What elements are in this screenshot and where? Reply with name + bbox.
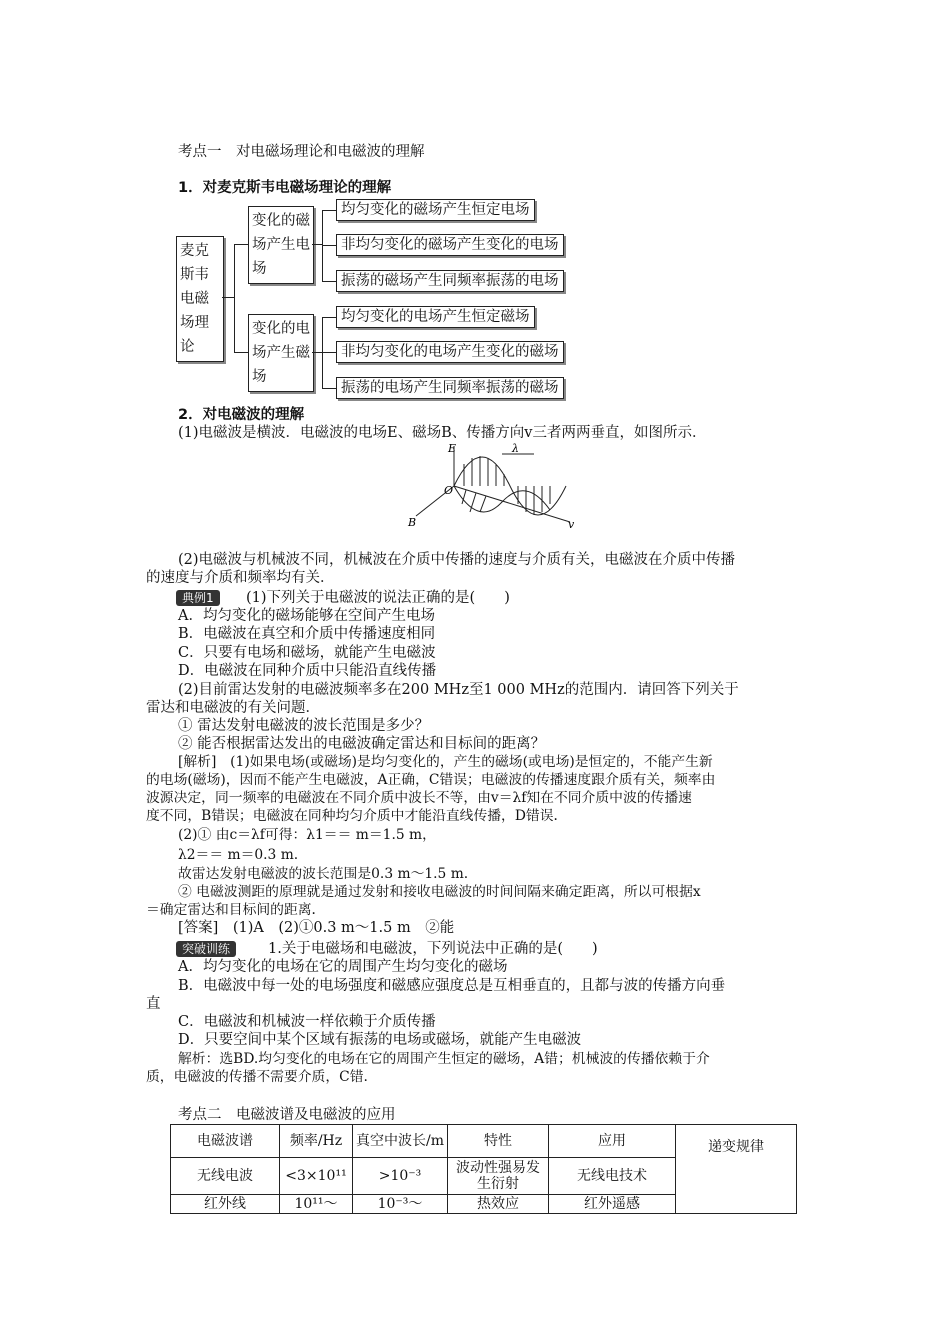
example-tag: 典例1	[176, 590, 220, 606]
heading-em-wave: 2．对电磁波的理解	[178, 407, 305, 423]
connector	[222, 297, 234, 298]
analysis-line: 波源决定，同一频率的电磁波在不同介质中波长不等，由v＝λf知在不同介质中波的传播速	[146, 790, 692, 806]
spectrum-table	[170, 1124, 797, 1214]
analysis-line: 解析：选BD.均匀变化的电场在它的周围产生恒定的磁场，A错；机械波的传播依赖于介	[178, 1051, 710, 1067]
connector	[322, 352, 336, 353]
table-cell: 红外遥感	[549, 1195, 676, 1214]
section-title: 考点二 电磁波谱及电磁波的应用	[178, 1107, 396, 1123]
analysis-line: 质，电磁波的传播不需要介质，C错.	[146, 1069, 368, 1085]
analysis-line: 故雷达发射电磁波的波长范围是0.3 m～1.5 m.	[178, 866, 469, 882]
connector	[312, 244, 322, 245]
question: 1.关于电磁场和电磁波，下列说法中正确的是( )	[268, 941, 598, 957]
label-b: B	[408, 516, 417, 529]
table-cell: 无线电波	[171, 1158, 280, 1195]
header-cell: 电磁波谱	[171, 1125, 280, 1158]
answer: [答案] (1)A (2)①0.3 m～1.5 m ②能	[178, 920, 455, 936]
table-cell: 波动性强易发生衍射	[448, 1158, 549, 1195]
analysis-line: [解析] (1)如果电场(或磁场)是均匀变化的，产生的磁场(或电场)是恒定的，不能产生新	[178, 754, 713, 770]
option: 直	[146, 996, 161, 1012]
connector	[322, 388, 336, 389]
analysis-line: 的电场(磁场)，因而不能产生电磁波，A正确，C错误；电磁波的传播速度跟介质有关，频率由	[146, 772, 716, 788]
connector	[234, 244, 248, 245]
paragraph: (2)电磁波与机械波不同，机械波在介质中传播的速度与介质有关，电磁波在介质中传播	[178, 552, 736, 568]
label-o: O	[444, 484, 454, 497]
diagram-item: 均匀变化的电场产生恒定磁场	[336, 306, 535, 328]
table-cell: 热效应	[448, 1195, 549, 1214]
header-cell: 频率/Hz	[280, 1125, 353, 1158]
diagram-item: 均匀变化的磁场产生恒定电场	[336, 199, 535, 221]
v-axis	[454, 486, 570, 522]
question: (1)下列关于电磁波的说法正确的是( )	[246, 590, 510, 606]
label-lambda: λ	[512, 442, 519, 455]
connector	[322, 210, 336, 211]
connector	[322, 210, 323, 282]
label-e: E	[448, 442, 457, 455]
option: A．均匀变化的电场在它的周围产生均匀变化的磁场	[178, 959, 508, 975]
option: D．电磁波在同种介质中只能沿直线传播	[178, 663, 437, 679]
diagram-item: 非均匀变化的磁场产生变化的电场	[336, 234, 564, 256]
connector	[322, 317, 323, 389]
paragraph: 的速度与介质和频率均有关．	[146, 570, 335, 586]
option: D．只要空间中某个区域有振荡的电场或磁场，就能产生电磁波	[178, 1032, 582, 1048]
section-title: 考点一 对电磁场理论和电磁波的理解	[178, 144, 425, 160]
diagram-branch-a: 变化的磁场产生电场	[248, 206, 314, 284]
table-cell: >10⁻³	[353, 1158, 448, 1195]
em-wave-figure	[400, 442, 580, 530]
header-cell: 应用	[549, 1125, 676, 1158]
option: A．均匀变化的磁场能够在空间产生电场	[178, 608, 435, 624]
connector	[322, 245, 336, 246]
table-cell: 10⁻³～	[353, 1195, 448, 1214]
label-v: v	[568, 518, 575, 530]
header-label: 递变规律	[708, 1139, 764, 1155]
diagram-branch-b: 变化的电场产生磁场	[248, 314, 314, 392]
question: (2)目前雷达发射的电磁波频率多在200 MHz至1 000 MHz的范围内．请回答下列关于	[178, 682, 739, 698]
option: B．电磁波在真空和介质中传播速度相同	[178, 626, 436, 642]
question: 雷达和电磁波的有关问题．	[146, 700, 320, 716]
table-cell: 无线电技术	[549, 1158, 676, 1195]
option: C．电磁波和机械波一样依赖于介质传播	[178, 1014, 436, 1030]
table-header-row	[171, 1125, 797, 1158]
diagram-item: 振荡的电场产生同频率振荡的磁场	[336, 377, 564, 399]
sub-question: ② 能否根据雷达发出的电磁波确定雷达和目标间的距离？	[178, 736, 546, 752]
diagram-item: 振荡的磁场产生同频率振荡的电场	[336, 270, 564, 292]
header-cell	[676, 1125, 797, 1214]
analysis-line: ＝确定雷达和目标间的距离．	[146, 902, 326, 918]
header-cell: 真空中波长/m	[353, 1125, 448, 1158]
b-wave	[454, 486, 550, 512]
table-cell: 红外线	[171, 1195, 280, 1214]
diagram-item: 非均匀变化的电场产生变化的磁场	[336, 341, 564, 363]
analysis-line: ② 电磁波测距的原理就是通过发射和接收电磁波的时间间隔来确定距离，所以可根据x	[178, 884, 701, 900]
diagram-root: 麦克斯韦电磁场理论	[176, 236, 224, 362]
connector	[312, 352, 322, 353]
connector	[234, 244, 235, 352]
option: B．电磁波中每一处的电场强度和磁感应强度总是互相垂直的，且都与波的传播方向垂	[178, 978, 726, 994]
analysis-line: λ2＝＝ m＝0.3 m.	[178, 847, 299, 863]
analysis-line: 度不同，B错误；电磁波在同种均匀介质中才能沿直线传播，D错误．	[146, 808, 568, 824]
paragraph: (1)电磁波是横波．电磁波的电场E、磁场B、传播方向v三者两两垂直，如图所示．	[178, 425, 707, 441]
table-cell: <3×10¹¹	[280, 1158, 353, 1195]
practice-tag: 突破训练	[176, 941, 236, 957]
sub-question: ① 雷达发射电磁波的波长范围是多少？	[178, 718, 430, 734]
header-cell: 特性	[448, 1125, 549, 1158]
connector	[234, 352, 248, 353]
analysis-line: (2)① 由c＝λf可得：λ1＝＝ m＝1.5 m，	[178, 827, 436, 843]
heading-maxwell: 1．对麦克斯韦电磁场理论的理解	[178, 180, 392, 196]
connector	[322, 281, 336, 282]
option: C．只要有电场和磁场，就能产生电磁波	[178, 645, 436, 661]
field-vectors	[462, 456, 550, 515]
connector	[322, 317, 336, 318]
table-cell: 10¹¹～	[280, 1195, 353, 1214]
e-wave	[454, 457, 566, 515]
